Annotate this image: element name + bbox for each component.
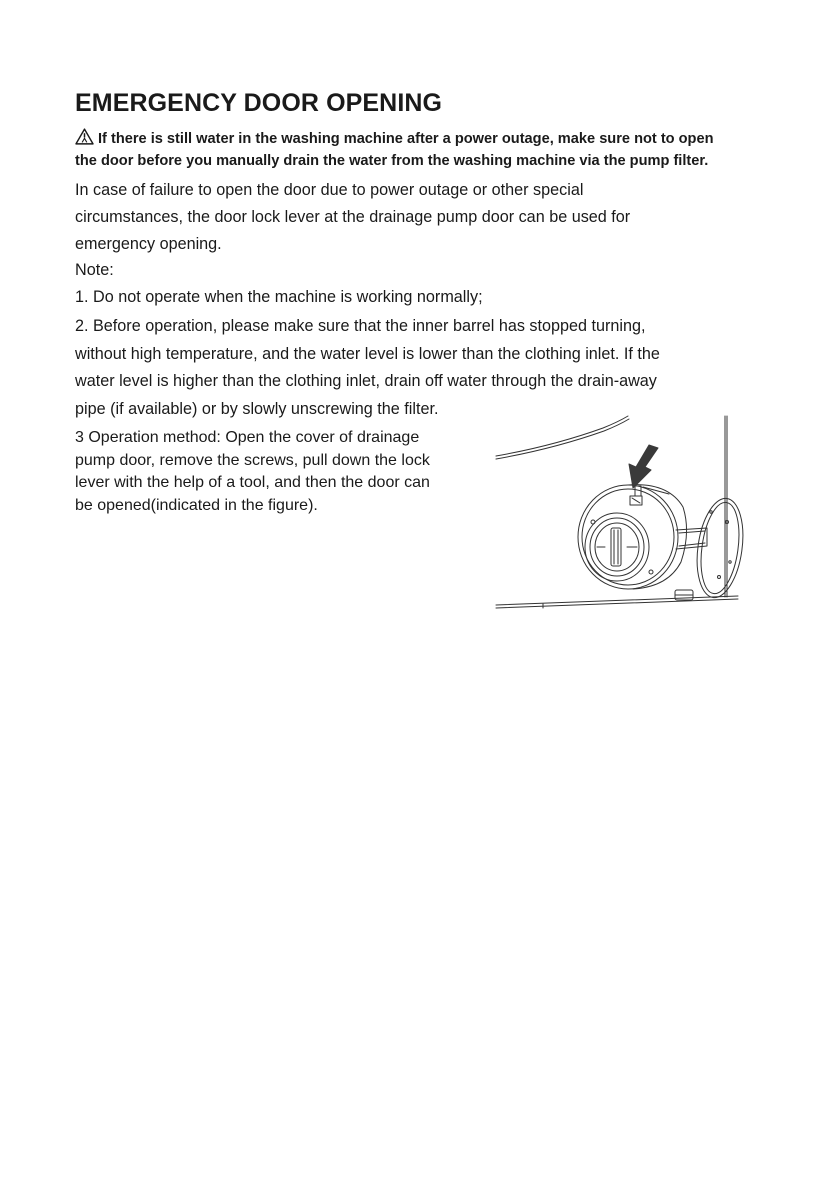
note-item-2-line-2: without high temperature, and the water level is lower than the clothing inlet. If the	[75, 344, 660, 363]
operation-line-3: lever with the help of a tool, and then the door can	[75, 474, 430, 491]
warning-text-2: the door before you manually drain the water from the washing machine via the pump filter.	[75, 153, 709, 169]
intro-line-1: In case of failure to open the door due to power outage or other special	[75, 181, 584, 199]
intro-paragraph	[75, 177, 630, 258]
operation-line-1: 3 Operation method: Open the cover of drainage	[75, 429, 420, 446]
drainage-pump-door-illustration	[493, 412, 753, 620]
warning-triangle-icon	[75, 128, 94, 145]
note-item-1: 1. Do not operate when the machine is working normally;	[75, 288, 483, 306]
operation-paragraph	[75, 427, 430, 517]
note-item-2-line-3: water level is higher than the clothing inlet, drain off water through the drain-away	[75, 372, 657, 390]
warning-paragraph	[75, 128, 795, 172]
note-label: Note:	[75, 261, 114, 279]
warning-text-1: If there is still water in the washing machine after a power outage, make sure not to open	[98, 131, 714, 147]
note-item-2-line-1: 2. Before operation, please make sure that the inner barrel has stopped turning,	[75, 317, 646, 335]
intro-line-2: circumstances, the door lock lever at the drainage pump door can be used for	[75, 208, 631, 226]
intro-line-3: emergency opening.	[75, 235, 222, 253]
operation-line-4: be opened(indicated in the figure).	[75, 496, 318, 514]
operation-line-2: pump door, remove the screws, pull down the lock	[75, 451, 430, 469]
pointer-arrow-icon	[629, 445, 658, 488]
note-item-2	[75, 313, 660, 423]
note-item-2-line-4: pipe (if available) or by slowly unscrewing the filter.	[75, 399, 439, 418]
warning-line-1	[75, 128, 795, 150]
page-title: EMERGENCY DOOR OPENING	[75, 89, 443, 117]
